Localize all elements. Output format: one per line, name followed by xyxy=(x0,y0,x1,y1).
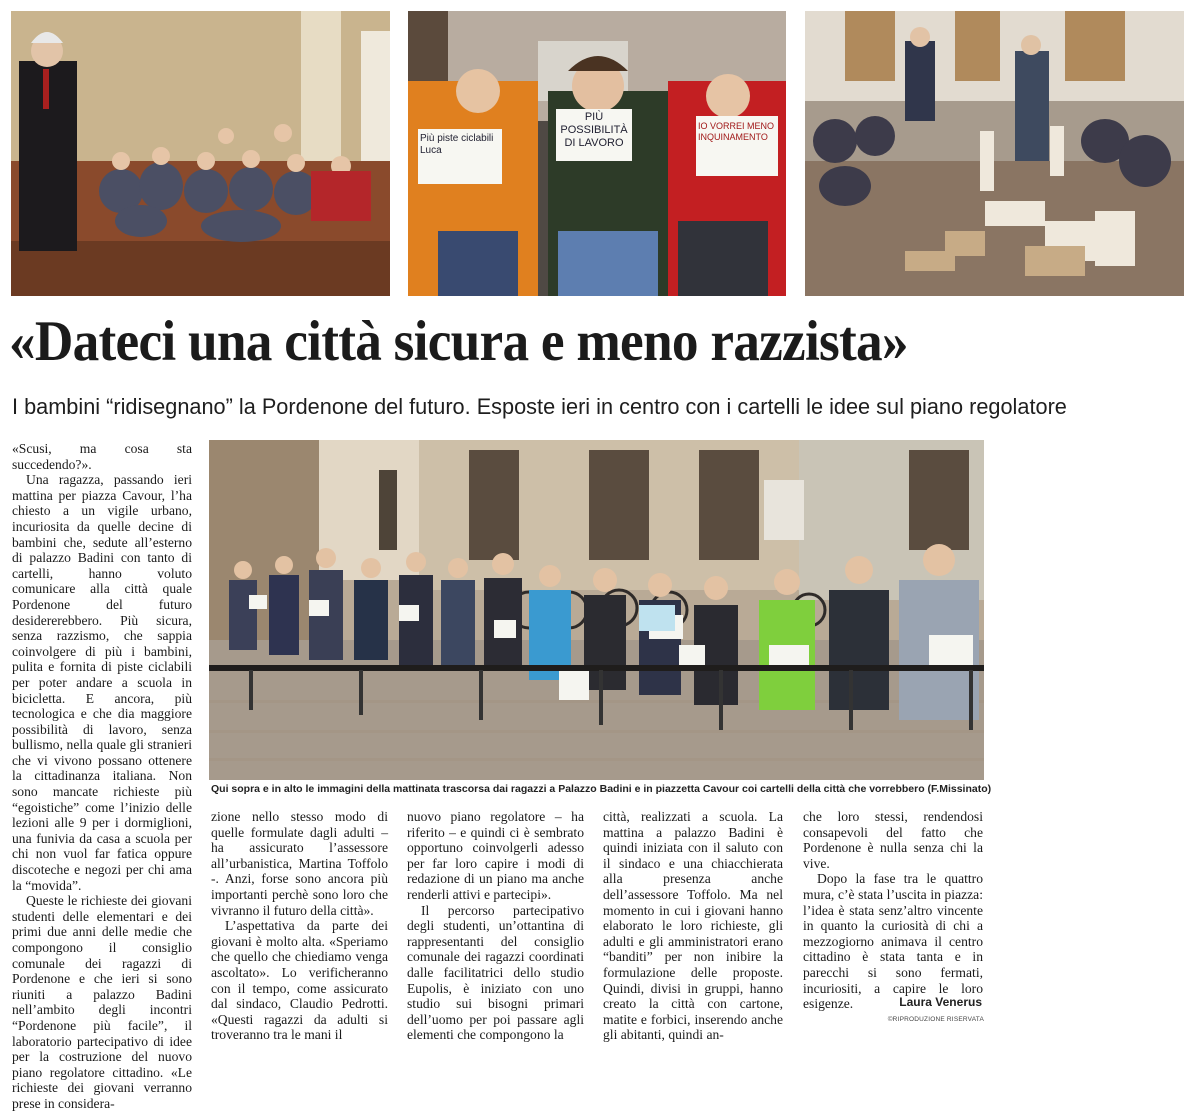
paragraph: nuovo piano regolatore – ha riferito – e quindi ci è sembrato opportuno coinvolgerli adesso per far loro capire i modi di redazione di un piano ma anche renderli attivi e partecipi». xyxy=(407,809,584,902)
paragraph: zione nello stesso modo di quelle formulate dagli adulti – ha assicurato l’assessore all’urbanistica, Martina Toffolo -. Anzi, forse sono ancora più importanti perchè sono loro che vivranno il futuro della città». xyxy=(211,809,388,918)
copyright-notice: ©RIPRODUZIONE RISERVATA xyxy=(887,1016,984,1023)
paragraph: Il percorso partecipativo degli studenti, un’ottantina di rappresentanti del consiglio comunale dei ragazzi coordinati dalle facilitatrici dello studio Eupolis, è iniziato con uno studio sui bisogni primari dell’uomo per poi passare agli elementi che compongono la xyxy=(407,902,584,1043)
photo-kids-with-signs xyxy=(408,11,786,296)
paragraph: Una ragazza, passando ieri mattina per piazza Cavour, l’ha chiesto a un vigile urbano, incuriosita da quelle decine di bambini che, sedute all’esterno di palazzo Badini con tanto di cartelli, hanno voluto comunicare alla città quale Pordenone del futuro desidererebbero. Più sicura, senza razzismo, che sappia coinvolgere di più i bambini, pulita e fornita di piste ciclabili per poter andare a scuola in bicicletta. E ancora, più tecnologica e che dia maggiore possibilità di lavoro, senza bullismo, nella quale gli stranieri che vi vivono possano ottenere la cittadinanza italiana. Non sono mancate richieste più “egoistiche” come l’inizio delle lezioni alle 9 per i dormiglioni, una funivia da casa a scuola per chi non vuol far fatica oppure discoteche e negozi per chi ama la “movida”. xyxy=(12,472,192,893)
paragraph: «Scusi, ma cosa sta succedendo?». xyxy=(12,441,192,472)
photo-piazza-cavour xyxy=(209,440,984,780)
headline: «Dateci una città sicura e meno razzista» xyxy=(9,310,908,373)
article-column-3 xyxy=(407,809,584,1043)
photo-speaker-children xyxy=(11,11,390,296)
photo-cardboard-city xyxy=(805,11,1184,296)
article-column-1 xyxy=(12,441,192,1111)
paragraph: che loro stessi, rendendosi consapevoli del fatto che Pordenone è nulla senza chi la vive. xyxy=(803,809,983,871)
sign-bike-lanes: Più piste ciclabili Luca xyxy=(420,133,494,156)
article-column-2 xyxy=(211,809,388,1043)
sign-more-jobs: PIÙ POSSIBILITÀ DI LAVORO xyxy=(560,111,628,149)
author-byline: Laura Venerus xyxy=(899,995,982,1009)
photo-caption: Qui sopra e in alto le immagini della mattinata trascorsa dai ragazzi a Palazzo Badini e in piazzetta Cavour coi cartelli della città che vorrebbero (F.Missinato) xyxy=(211,783,992,795)
subheadline: I bambini “ridisegnano” la Pordenone del futuro. Esposte ieri in centro con i cartelli le idee sul piano regolatore xyxy=(12,394,1067,419)
paragraph: Dopo la fase tra le quattro mura, c’è stata l’uscita in piazza: l’idea è stata senz’altro vincente in quanto la curiosità di chi a mezzogiorno animava il centro cittadino è stata tanta e in parecchi si sono fermati, incuriositi, a capire le loro esigenze. xyxy=(803,871,983,1012)
paragraph: Queste le richieste dei giovani studenti delle elementari e dei primi due anni delle medie che compongono il consiglio comunale dei ragazzi di Pordenone e che ieri si sono riuniti a palazzo Badini nell’ambito degli incontri “Pordenone più facile”, il laboratorio partecipativo di idee per la costruzione del nuovo piano regolatore cittadino. «Le richieste dei giovani verranno prese in considera- xyxy=(12,893,192,1111)
paragraph: L’aspettativa da parte dei giovani è molto alta. «Speriamo che quello che chiediamo venga ascoltato». Lo verificheranno con il tempo, come assicurato dal sindaco, Claudio Pedrotti. «Questi ragazzi da adulti si troveranno tra le mani il xyxy=(211,918,388,1043)
sign-less-pollution: IO VORREI MENO INQUINAMENTO xyxy=(698,121,775,142)
article-column-4 xyxy=(603,809,783,1043)
paragraph: città, realizzati a scuola. La mattina a palazzo Badini è quindi iniziata con il saluto con il sindaco e una chiacchierata alla presenza anche dell’assessore Toffolo. Ma nel momento in cui i giovani hanno elaborato le loro richieste, gli adulti e gli amministratori erano “banditi” per non inibire la formulazione delle proposte. Quindi, divisi in gruppi, hanno creato la città con cartone, matite e forbici, inserendo anche gli abitanti, quindi an- xyxy=(603,809,783,1043)
article-column-5 xyxy=(803,809,983,1012)
